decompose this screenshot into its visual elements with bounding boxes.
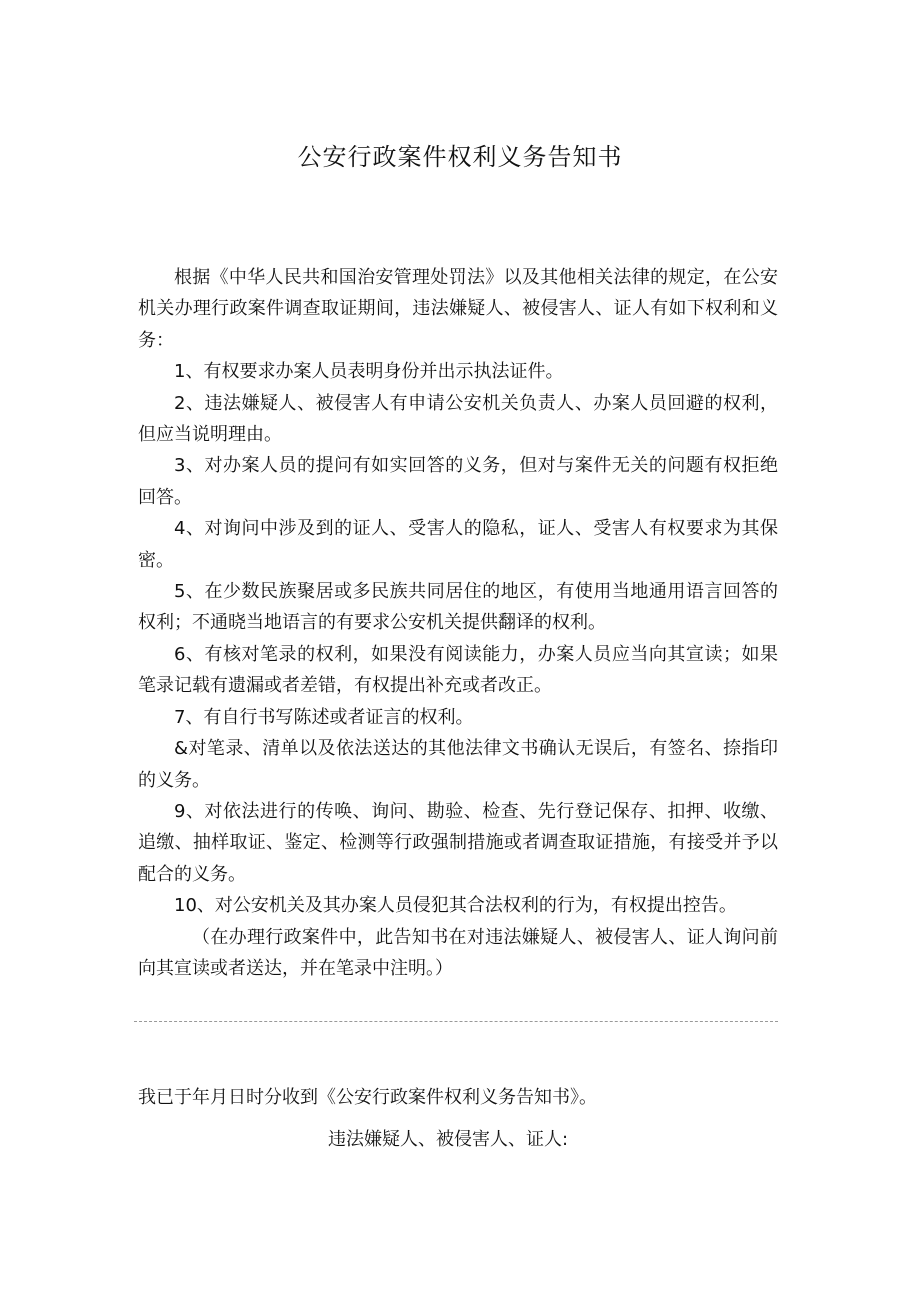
rights-item-1: 1、有权要求办案人员表明身份并出示执法证件。: [174, 361, 564, 383]
rights-item-3: 3、对办案人员的提问有如实回答的义务，但对与案件无关的问题有权拒绝回答。: [138, 455, 778, 508]
signer-label: 违法嫌疑人、被侵害人、证人:: [328, 1129, 569, 1150]
rights-item-6: 6、有核对笔录的权利，如果没有阅读能力，办案人员应当向其宣读；如果笔录记载有遗漏或者差错，有权提出补充或者改正。: [138, 643, 778, 697]
usage-note: （在办理行政案件中，此告知书在对违法嫌疑人、被侵害人、证人询问前向其宣读或者送达，并在笔录中注明。）: [138, 926, 778, 979]
receipt-statement: 我已于年月日时分收到《公安行政案件权利义务告知书》。: [138, 1087, 597, 1108]
rights-item-5: 5、在少数民族聚居或多民族共同居住的地区，有使用当地通用语言回答的权利；不通晓当地语言的有要求公安机关提供翻译的权利。: [138, 581, 778, 634]
rights-item-4: 4、对询问中涉及到的证人、受害人的隐私，证人、受害人有权要求为其保密。: [138, 518, 778, 571]
rights-item-7: 7、有自行书写陈述或者证言的权利。: [174, 706, 474, 728]
rights-item-2: 2、违法嫌疑人、被侵害人有申请公安机关负责人、办案人员回避的权利，但应当说明理由。: [138, 392, 778, 446]
intro-paragraph: 根据《中华人民共和国治安管理处罚法》以及其他相关法律的规定，在公安机关办理行政案件调查取证期间，违法嫌疑人、被侵害人、证人有如下权利和义务：: [138, 267, 778, 351]
rights-item-9: 9、对依法进行的传唤、询问、勘验、检查、先行登记保存、扣押、收缴、追缴、抽样取证、鉴定、检测等行政强制措施或者调查取证措施，有接受并予以配合的义务。: [138, 800, 778, 885]
rights-item-8: &对笔录、清单以及依法送达的其他法律文书确认无误后，有签名、捺指印的义务。: [138, 738, 778, 791]
rights-item-10: 10、对公安机关及其办案人员侵犯其合法权利的行为，有权提出控告。: [174, 895, 737, 917]
divider-line: [134, 1021, 778, 1022]
document-body: [138, 262, 778, 984]
document-title: 公安行政案件权利义务告知书: [297, 143, 623, 171]
